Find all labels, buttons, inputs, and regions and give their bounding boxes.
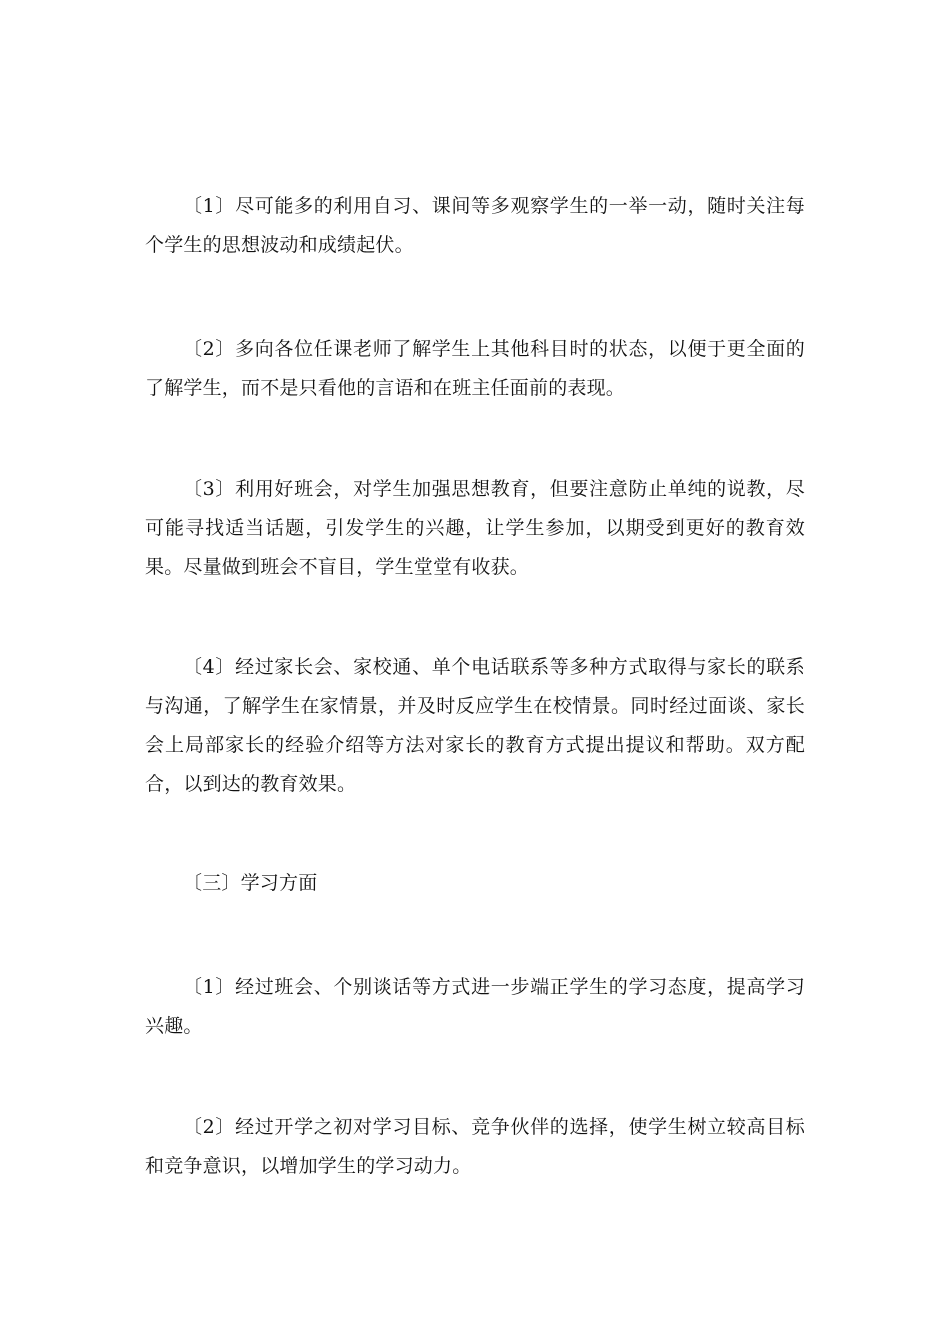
paragraph-consult-teachers: 〔2〕多向各位任课老师了解学生上其他科目时的状态，以便于更全面的了解学生，而不是只看他的言语和在班主任面前的表现。 — [145, 338, 805, 399]
paragraph-parent-contact: 〔4〕经过家长会、家校通、单个电话联系等多种方式取得与家长的联系与沟通，了解学生在家情景，并及时反应学生在校情景。同时经过面谈、家长会上局部家长的经验介绍等方法对家长的教育方式提出提议和帮助。双方配合，以到达的教育效果。 — [145, 656, 805, 795]
paragraph-observe-students: 〔1〕尽可能多的利用自习、课间等多观察学生的一举一动，随时关注每个学生的思想波动和成绩起伏。 — [145, 195, 805, 256]
paragraph-class-meeting: 〔3〕利用好班会，对学生加强思想教育，但要注意防止单纯的说教，尽可能寻找适当话题，引发学生的兴趣，让学生参加，以期受到更好的教育效果。尽量做到班会不盲目，学生堂堂有收获。 — [145, 478, 805, 578]
section-heading-study: 〔三〕学习方面 — [183, 872, 318, 894]
paragraph-study-attitude: 〔1〕经过班会、个别谈话等方式进一步端正学生的学习态度，提高学习兴趣。 — [145, 976, 805, 1037]
paragraph-study-goals: 〔2〕经过开学之初对学习目标、竞争伙伴的选择，使学生树立较高目标和竞争意识，以增加学生的学习动力。 — [145, 1116, 805, 1177]
